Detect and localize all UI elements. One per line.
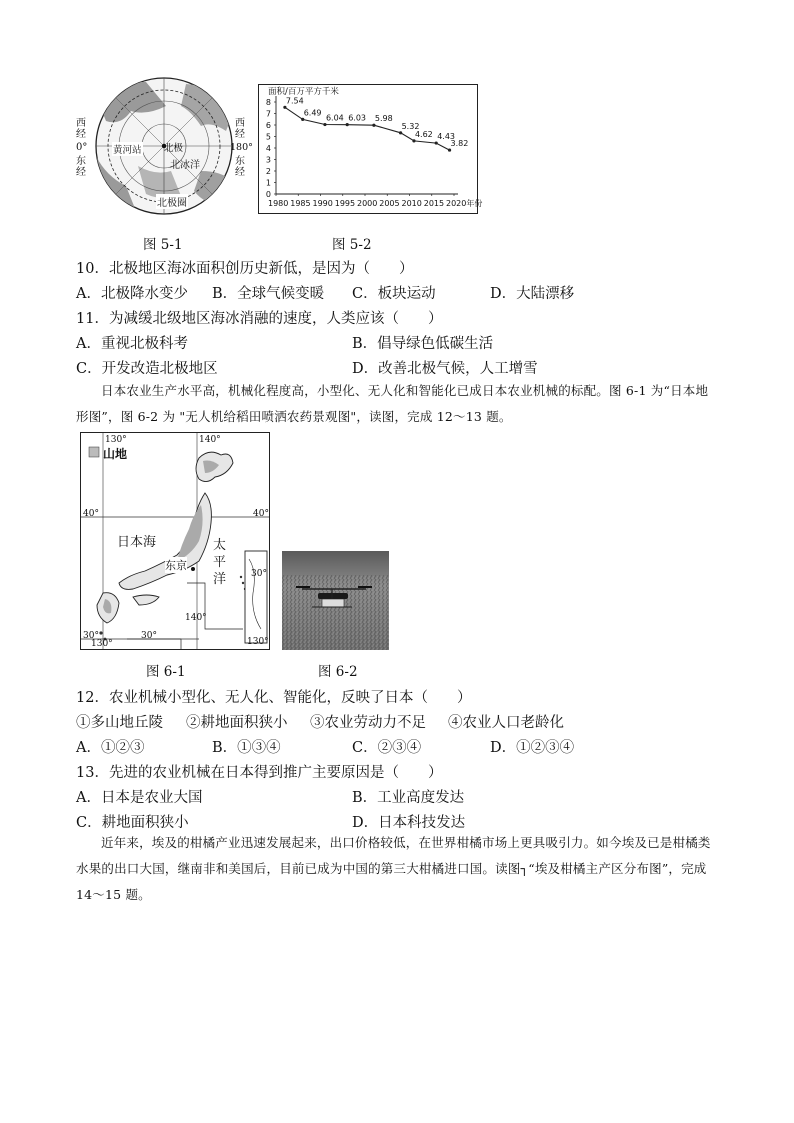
q13-option-a[interactable]: A．日本是农业大国 — [76, 790, 203, 806]
label-lat30-mid: 30° — [141, 631, 157, 641]
label-station: 黄河站 — [112, 142, 143, 156]
question-12-stem: 12．农业机械小型化、无人化、智能化，反映了日本（ ） — [76, 690, 472, 706]
q12-option-d[interactable]: D．①②③④ — [490, 740, 575, 756]
drone-photo — [282, 551, 389, 650]
q10-option-c[interactable]: C．板块运动 — [352, 286, 436, 302]
q11-option-a[interactable]: A．重视北极科考 — [76, 336, 188, 352]
data-label: 6.49 — [303, 108, 322, 118]
y-tick-label: 8 — [265, 98, 271, 107]
y-tick-label: 3 — [265, 155, 271, 165]
q12-option-b[interactable]: B．①③④ — [212, 740, 281, 756]
data-point — [323, 123, 326, 126]
data-point — [435, 141, 438, 144]
y-tick-label: 2 — [265, 167, 271, 176]
caption-fig6-1: 图 6-1 — [146, 664, 186, 680]
label-inset-lon: 130° — [247, 637, 269, 647]
y-axis-label: 面积/百万平方千米 — [268, 87, 339, 97]
figure-5-1 — [76, 76, 252, 226]
q13-option-d[interactable]: D．日本科技发达 — [352, 815, 466, 831]
x-tick-label: 2010 — [401, 199, 422, 208]
y-tick-label: 6 — [265, 121, 271, 130]
label-west-long: 西 经 — [76, 118, 86, 140]
label-pole: 北极 — [164, 143, 184, 154]
figure-5-2 — [258, 84, 483, 214]
label-ocean: 北冰洋 — [170, 160, 200, 171]
label-tokyo: 东京 — [165, 559, 187, 572]
figure-6-2 — [282, 551, 389, 650]
x-tick-label: 1990 — [312, 199, 333, 208]
label-lon140-bottom: 140° — [185, 613, 207, 623]
q12-item-3: ③农业劳动力不足 — [310, 715, 426, 731]
q12-option-a[interactable]: A．①②③ — [76, 740, 145, 756]
y-tick-label: 5 — [265, 132, 271, 142]
label-lat30-left: 30° — [83, 631, 99, 641]
caption-fig5-2: 图 5-2 — [332, 237, 372, 253]
question-10-stem: 10．北极地区海冰面积创历史新低，是因为（ ） — [76, 261, 414, 277]
data-point — [372, 124, 375, 127]
label-lon130-top: 130° — [105, 435, 127, 445]
label-sea-of-japan: 日本海 — [117, 535, 157, 550]
y-tick-label: 0 — [265, 190, 271, 199]
q12-item-4: ④农业人口老龄化 — [448, 715, 564, 731]
label-east-long: 东 经 — [76, 156, 86, 178]
q10-option-b[interactable]: B．全球气候变暖 — [212, 286, 325, 302]
data-point — [399, 131, 402, 134]
figure-6-1 — [80, 432, 270, 650]
data-point — [283, 106, 286, 109]
label-lat40-right: 40° — [253, 509, 269, 519]
label-pacific: 太 平 洋 — [213, 538, 227, 587]
x-tick-label: 2020年份 — [446, 199, 483, 208]
question-11-stem: 11．为减缓北级地区海冰消融的速度，人类应该（ ） — [76, 311, 443, 327]
q10-option-d[interactable]: D．大陆漂移 — [490, 286, 575, 302]
label-legend-mountain: 山地 — [103, 447, 128, 461]
q10-option-a[interactable]: A．北极降水变少 — [76, 286, 188, 302]
data-label: 5.98 — [374, 114, 393, 124]
label-inset-lat: 30° — [251, 569, 267, 579]
x-tick-label: 2000 — [357, 199, 378, 208]
q13-option-b[interactable]: B．工业高度发达 — [352, 790, 465, 806]
data-label: 4.62 — [414, 129, 433, 139]
x-tick-label: 1995 — [334, 199, 356, 208]
data-point — [301, 118, 304, 121]
question-13-stem: 13．先进的农业机械在日本得到推广主要原因是（ ） — [76, 765, 443, 781]
q11-option-c[interactable]: C．开发改造北极地区 — [76, 361, 218, 377]
sea-ice-chart — [258, 84, 483, 214]
data-point — [412, 139, 415, 142]
data-label: 4.43 — [437, 132, 456, 142]
x-tick-label: 1985 — [290, 199, 311, 208]
x-tick-label: 1980 — [268, 199, 289, 208]
q13-option-c[interactable]: C．耕地面积狭小 — [76, 815, 189, 831]
label-west-long-right: 西 经 — [235, 118, 245, 140]
intro-japan: 日本农业生产水平高，机械化程度高，小型化、无人化和智能化已成日本农业机械的标配。图 6-1 为“日本地形图”，图 6-2 为 "无人机给稻田喷洒农药景观图"，读图，完成 12～13 题。 — [76, 383, 709, 424]
data-label: 5.32 — [401, 121, 420, 131]
x-tick-label: 2005 — [379, 199, 400, 208]
caption-fig5-1: 图 5-1 — [143, 237, 183, 253]
y-tick-label: 1 — [265, 178, 271, 188]
label-lat40-left: 40° — [83, 509, 99, 519]
label-180: 180° — [230, 142, 253, 153]
data-label: 6.04 — [325, 113, 344, 123]
label-arctic-circle: 北极圈 — [156, 194, 188, 209]
x-tick-label: 2015 — [423, 199, 445, 208]
data-point — [346, 123, 349, 126]
data-label: 3.82 — [450, 139, 469, 149]
q11-option-b[interactable]: B．倡导绿色低碳生活 — [352, 336, 494, 352]
data-label: 6.03 — [348, 113, 367, 123]
caption-fig6-2: 图 6-2 — [318, 664, 358, 680]
label-lon140-top: 140° — [199, 435, 221, 445]
label-lon130-bottom: 130° — [91, 639, 113, 649]
label-east-long-right: 东 经 — [235, 156, 245, 178]
q12-option-c[interactable]: C．②③④ — [352, 740, 422, 756]
q12-item-1: ①多山地丘陵 — [76, 715, 163, 731]
y-tick-label: 4 — [265, 144, 271, 153]
q12-item-2: ②耕地面积狭小 — [186, 715, 288, 731]
intro-egypt: 近年来，埃及的柑橘产业迅速发展起来，出口价格较低，在世界柑橘市场上更具吸引力。如今埃及已是柑橘类水果的出口大国，继南非和美国后，目前已成为中国的第三大柑橘进口国。读图┐“埃及柑橘主产区分布图”，完成 14～15 题。 — [76, 835, 711, 902]
data-label: 7.54 — [285, 96, 304, 106]
japan-map — [81, 433, 269, 649]
q11-option-d[interactable]: D．改善北极气候，人工增雪 — [352, 361, 538, 377]
data-point — [448, 148, 451, 151]
y-tick-label: 7 — [265, 109, 271, 119]
label-zero: 0° — [76, 142, 88, 153]
